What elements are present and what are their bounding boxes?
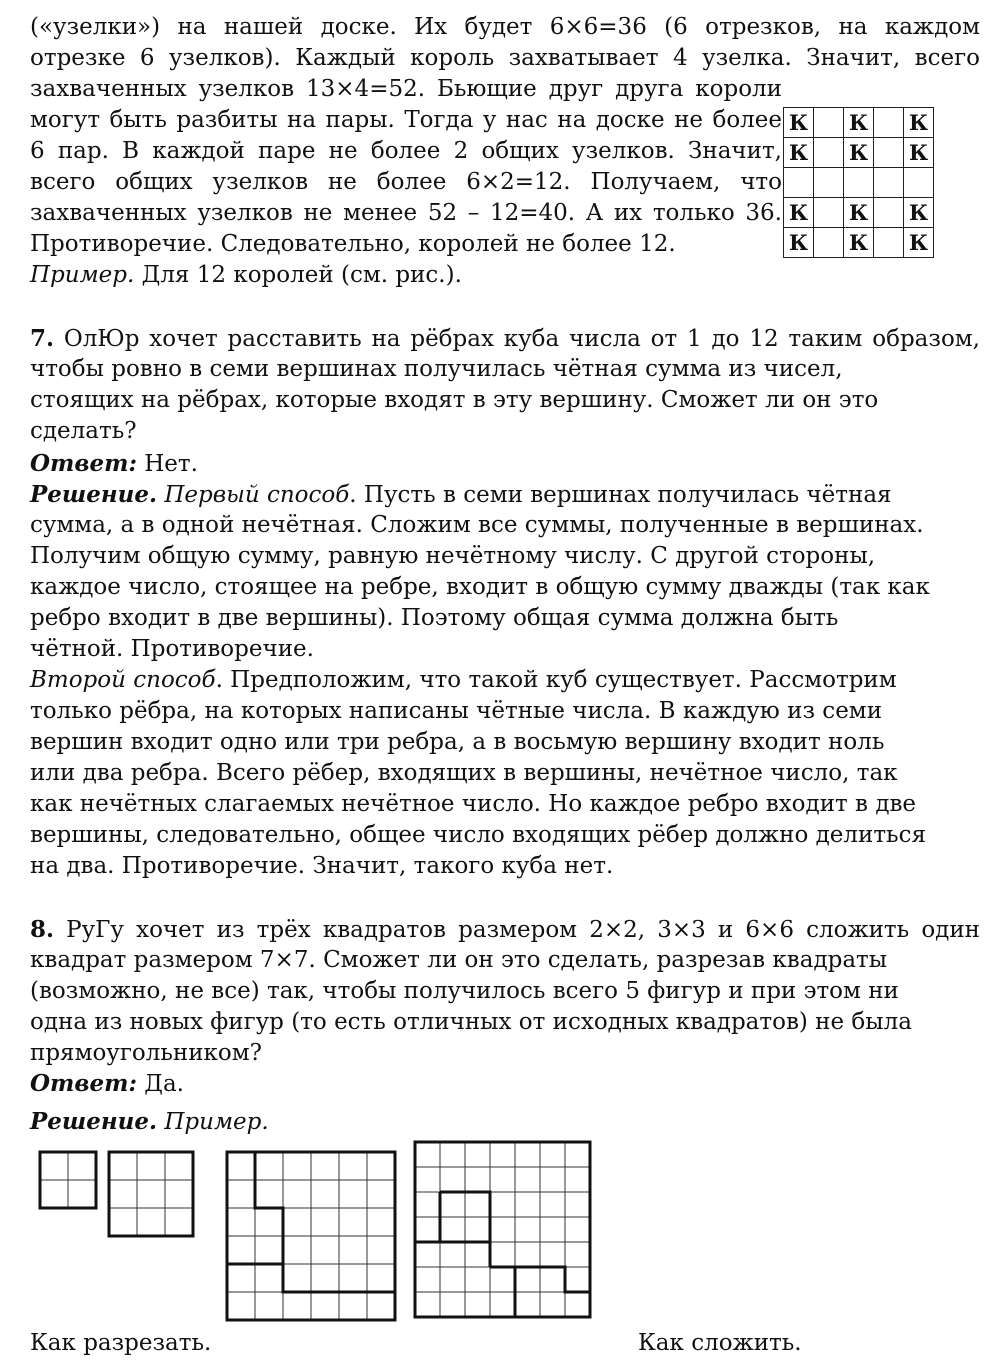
grid-cell: К bbox=[784, 228, 814, 258]
solution-label: Решение. bbox=[30, 1108, 158, 1135]
solution-text: . Предположим, что такой куб существует. Рассмотрим bbox=[215, 667, 897, 693]
text-line: Противоречие. Следовательно, королей не более 12. bbox=[30, 231, 676, 257]
answer-text: Да. bbox=[144, 1071, 184, 1097]
text-line: вершины, следовательно, общее число входящих рёбер должно делиться bbox=[30, 822, 926, 848]
caption-assemble: Как сложить. bbox=[638, 1330, 802, 1356]
grid-cell bbox=[814, 198, 844, 228]
text-line: одна из новых фигур (то есть отличных от исходных квадратов) не была bbox=[30, 1009, 912, 1035]
text-line: отрезке 6 узелков). Каждый король захватывает 4 узелка. Значит, всего bbox=[30, 45, 980, 71]
grid-row bbox=[784, 198, 934, 228]
grid-cell bbox=[874, 198, 904, 228]
grid-cell: К bbox=[844, 108, 874, 138]
grid-row bbox=[784, 108, 934, 138]
grid-row bbox=[784, 138, 934, 168]
grid-cell bbox=[814, 138, 844, 168]
method-label: Второй способ bbox=[30, 667, 216, 693]
text-line: квадрат размером 7×7. Сможет ли он это сделать, разрезав квадраты bbox=[30, 947, 888, 973]
square-2x2-figure bbox=[40, 1152, 100, 1212]
grid-row bbox=[784, 228, 934, 258]
method-label: Первый способ bbox=[164, 482, 350, 508]
text-line: могут быть разбиты на пары. Тогда у нас на доске не более bbox=[30, 107, 782, 133]
text-line: захваченных узелков 13×4=52. Бьющие друг друга короли bbox=[30, 76, 782, 102]
problem-number: 8. bbox=[30, 916, 55, 943]
example-label: Пример. bbox=[164, 1109, 269, 1135]
text-line: только рёбра, на которых написаны чётные числа. В каждую из семи bbox=[30, 698, 883, 724]
answer-text: Нет. bbox=[144, 451, 198, 477]
grid-row bbox=[784, 168, 934, 198]
text-line: чтобы ровно в семи вершинах получилась чётная сумма из чисел, bbox=[30, 356, 843, 382]
method2-line bbox=[30, 665, 897, 696]
grid-cell: К bbox=[784, 108, 814, 138]
grid-cell: К bbox=[904, 138, 934, 168]
grid-cell: К bbox=[904, 228, 934, 258]
answer-line bbox=[30, 448, 198, 479]
text-line: или два ребра. Всего рёбер, входящих в вершины, нечётное число, так bbox=[30, 760, 898, 786]
text-line: (возможно, не все) так, чтобы получилось всего 5 фигур и при этом ни bbox=[30, 978, 899, 1004]
solution-line bbox=[30, 479, 892, 510]
answer-label: Ответ: bbox=[30, 1070, 137, 1097]
grid-cell bbox=[814, 108, 844, 138]
grid-cell: К bbox=[784, 138, 814, 168]
text-line: всего общих узелков не более 6×2=12. Получаем, что bbox=[30, 169, 782, 195]
text-line: захваченных узелков не менее 52 – 12=40. А их только 36. bbox=[30, 200, 782, 226]
text-line: как нечётных слагаемых нечётное число. Но каждое ребро входит в две bbox=[30, 791, 917, 817]
solution-line bbox=[30, 1106, 269, 1137]
grid-cell bbox=[784, 168, 814, 198]
grid-cell: К bbox=[844, 198, 874, 228]
text-line: прямоугольником? bbox=[30, 1040, 262, 1066]
text-line: вершин входит одно или три ребра, а в восьмую вершину входит ноль bbox=[30, 729, 885, 755]
text-line: каждое число, стоящее на ребре, входит в общую сумму дважды (так как bbox=[30, 574, 930, 600]
grid-cell bbox=[874, 168, 904, 198]
square-3x3-figure bbox=[109, 1152, 199, 1242]
grid-cell bbox=[874, 138, 904, 168]
text-line: чётной. Противоречие. bbox=[30, 636, 314, 662]
problem-text: РуГу хочет из трёх квадратов размером 2×2, 3×3 и 6×6 сложить один bbox=[66, 917, 980, 943]
grid-cell: К bbox=[844, 228, 874, 258]
grid-cell: К bbox=[844, 138, 874, 168]
grid-cell: К bbox=[904, 108, 934, 138]
grid-cell bbox=[814, 228, 844, 258]
text-line: сделать? bbox=[30, 418, 137, 444]
grid-cell bbox=[874, 228, 904, 258]
text-line: сумма, а в одной нечётная. Сложим все суммы, полученные в вершинах. bbox=[30, 512, 924, 538]
problem-7-line bbox=[30, 323, 980, 354]
answer-line bbox=[30, 1068, 184, 1099]
caption-cut: Как разрезать. bbox=[30, 1330, 212, 1356]
grid-cell bbox=[844, 168, 874, 198]
grid-cell bbox=[904, 168, 934, 198]
problem-number: 7. bbox=[30, 325, 55, 352]
grid-cell: К bbox=[904, 198, 934, 228]
text-line: («узелки») на нашей доске. Их будет 6×6=36 (6 отрезков, на каждом bbox=[30, 14, 980, 40]
example-text: Для 12 королей (см. рис.). bbox=[141, 262, 462, 288]
grid-cell bbox=[814, 168, 844, 198]
text-line: стоящих на рёбрах, которые входят в эту вершину. Сможет ли он это bbox=[30, 387, 879, 413]
example-label: Пример. bbox=[30, 262, 135, 288]
text-line: Получим общую сумму, равную нечётному числу. С другой стороны, bbox=[30, 543, 876, 569]
solution-label: Решение. bbox=[30, 481, 158, 508]
text-line: 6 пар. В каждой паре не более 2 общих узелков. Значит, bbox=[30, 138, 782, 164]
solution-text: . Пусть в семи вершинах получилась чётная bbox=[349, 482, 892, 508]
text-line: ребро входит в две вершины). Поэтому общая сумма должна быть bbox=[30, 605, 839, 631]
example-line bbox=[30, 260, 462, 291]
text-line: на два. Противоречие. Значит, такого куба нет. bbox=[30, 853, 614, 879]
kings-board bbox=[783, 107, 934, 258]
answer-label: Ответ: bbox=[30, 450, 137, 477]
square-7x7-assembled-figure bbox=[415, 1142, 595, 1322]
kings-grid bbox=[783, 107, 934, 258]
square-6x6-cut-figure bbox=[227, 1152, 397, 1322]
problem-8-line bbox=[30, 914, 980, 945]
grid-cell bbox=[874, 108, 904, 138]
grid-cell: К bbox=[784, 198, 814, 228]
problem-text: ОлЮр хочет расставить на рёбрах куба числа от 1 до 12 таким образом, bbox=[63, 326, 980, 352]
